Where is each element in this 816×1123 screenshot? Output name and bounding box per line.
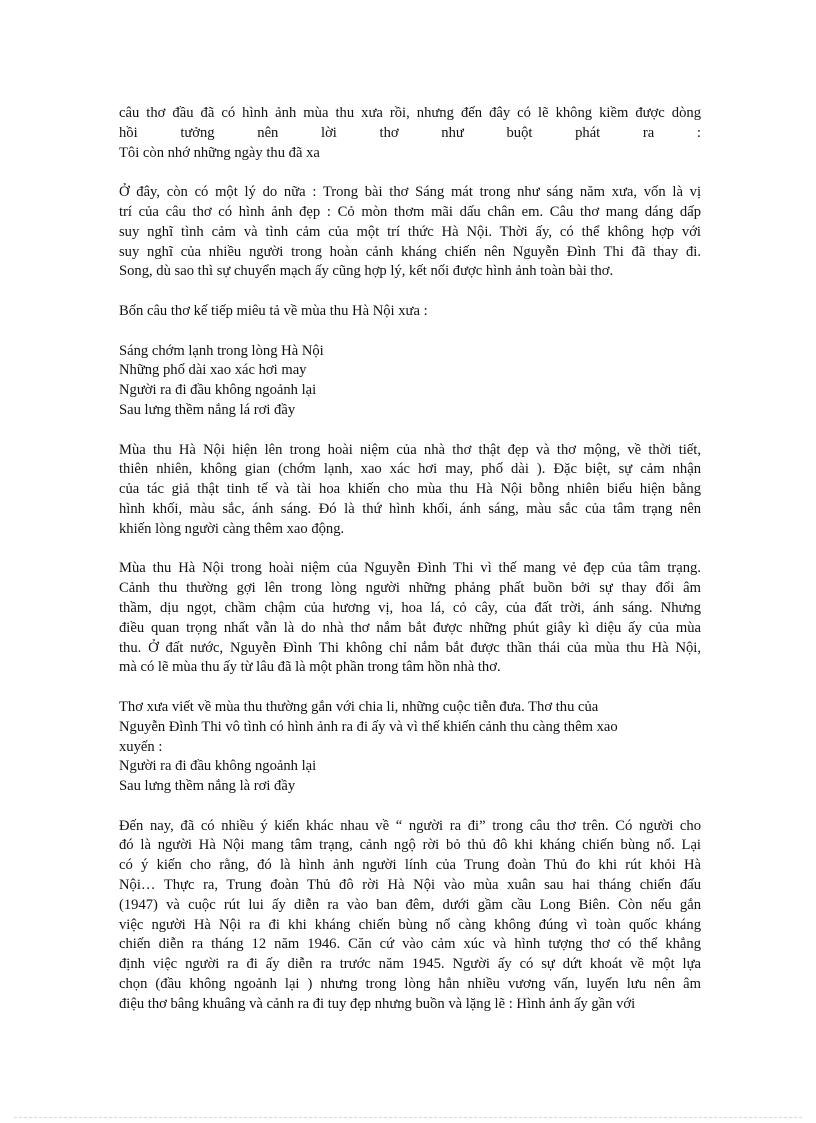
paragraph-7	[119, 698, 701, 797]
page-bottom-divider	[14, 1117, 802, 1118]
text-line: chiến diễn ra tháng 12 năm 1946. Căn cứ vào cảm xúc và hình tượng thơ có thể khẳng	[119, 936, 701, 953]
text-line: Ở đây, còn có một lý do nữa : Trong bài thơ Sáng mát trong như sáng năm xưa, vốn là vị	[119, 184, 701, 201]
text-line: khiến lòng người càng thêm xao động.	[119, 520, 345, 537]
text-line: câu thơ đầu đã có hình ảnh mùa thu xưa rồi, nhưng đến đây có lẽ không kiềm được dòng	[119, 105, 701, 121]
text-line: Thơ xưa viết về mùa thu thường gắn với chia li, những cuộc tiễn đưa. Thơ thu của	[119, 698, 599, 715]
poem-line: Sau lưng thềm nắng lá rơi đầy	[119, 401, 296, 418]
paragraph-2	[119, 183, 701, 282]
text-line: xuyến :	[119, 738, 163, 755]
text-line: Đến nay, đã có nhiều ý kiến khác nhau về “ người ra đi” trong câu thơ trên. Có người cho	[119, 817, 701, 834]
paragraph-8	[119, 817, 701, 1015]
text-line: mà có lẽ mùa thu ấy từ lâu đã là một phần trong tâm hồn nhà thơ.	[119, 659, 501, 676]
poem-line: Sau lưng thềm nắng là rơi đầy	[119, 778, 296, 795]
text-line: có ý kiến cho rằng, đó là hình ảnh người lính của Trung đoàn Thủ đo khi rút khỏi Hà	[119, 857, 701, 874]
text-line: suy nghĩ tình cảm và tình cảm của một trí thức Hà Nội. Thời ấy, có thể không hợp với	[119, 223, 701, 240]
text-line: đó là người Hà Nội mang tâm trạng, cảnh ngộ rời bỏ thủ đô khi kháng chiến bùng nổ. Lại	[119, 837, 701, 854]
text-line: định việc người ra đi ấy diễn ra trước năm 1945. Người ấy có sự dứt khoát về một lựa	[119, 956, 701, 973]
text-line: Bốn câu thơ kế tiếp miêu tả về mùa thu Hà Nội xưa :	[119, 302, 428, 319]
text-line: (1947) và cuộc rút lui ấy diễn ra vào ban đêm, dưới gầm cầu Long Biên. Còn nếu gắn	[119, 896, 701, 913]
text-line: Mùa thu Hà Nội trong hoài niệm của Nguyễn Đình Thi vì thế mang vẻ đẹp của tâm trạng.	[119, 560, 701, 577]
text-line: thu. Ở đất nước, Nguyễn Đình Thi không chỉ nắm bắt được thần thái của mùa thu Hà Nội,	[119, 639, 701, 656]
paragraph-5	[119, 441, 701, 540]
text-line: Cảnh thu thường gợi lên trong lòng người những phảng phất buồn bởi sự thay đổi âm	[119, 580, 701, 597]
poem-stanza	[119, 342, 701, 421]
text-line: Nguyễn Đình Thi vô tình có hình ảnh ra đi ấy và vì thế khiến cảnh thu càng thêm xao	[119, 718, 618, 735]
text-line: thiên nhiên, không gian (chớm lạnh, xao xác hơi may, phố dài ). Đặc biệt, sự cảm nhận	[119, 461, 701, 478]
text-line: suy nghĩ của nhiều người trong hoàn cảnh kháng chiến nên Nguyễn Đình Thi đã thay đi.	[119, 243, 701, 260]
paragraph-3	[119, 302, 701, 322]
paragraph-6	[119, 559, 701, 678]
text-line: chọn (đầu không ngoảnh lại ) nhưng trong lòng hẳn nhiều vương vấn, luyến lưu nên âm	[119, 976, 701, 993]
text-line: điều quan trọng nhất vẫn là do nhà thơ nắm bắt được những phút giây kì diệu ấy của mùa	[119, 619, 701, 636]
text-line: hình khối, màu sắc, ánh sáng. Đó là thứ hình khối, ánh sáng, màu sắc của tâm trạng nên	[119, 500, 701, 517]
text-line: trí của câu thơ có hình ảnh đẹp : Cỏ mòn thơm mãi dấu chân em. Câu thơ mang dáng dấp	[119, 203, 701, 220]
text-line: Mùa thu Hà Nội hiện lên trong hoài niệm của nhà thơ thật đẹp và thơ mộng, về thời tiết,	[119, 441, 701, 458]
text-line: Song, dù sao thì sự chuyển mạch ấy cũng hợp lý, kết nối được hình ảnh toàn bài thơ.	[119, 263, 614, 280]
poem-line: Những phố dài xao xác hơi may	[119, 362, 307, 379]
text-line: Tôi còn nhớ những ngày thu đã xa	[119, 144, 320, 161]
text-line: Nội… Thực ra, Trung đoàn Thủ đô rời Hà Nội vào mùa xuân sau hai tháng chiến đấu	[119, 877, 701, 894]
text-line: điệu thơ bâng khuâng và cảnh ra đi tuy đẹp nhưng buồn và lặng lẽ : Hình ảnh ấy gần với	[119, 995, 636, 1012]
text-line: của tác giả thật tinh tế và tài hoa khiến cho mùa thu Hà Nội bỗng nhiên biểu hiện bằng	[119, 481, 701, 498]
poem-line: Sáng chớm lạnh trong lòng Hà Nội	[119, 342, 324, 359]
paragraph-1	[119, 104, 701, 163]
poem-line: Người ra đi đầu không ngoảnh lại	[119, 758, 317, 775]
text-line: hồi tưởng nên lời thơ như buột phát ra :	[119, 124, 701, 141]
text-line: việc người Hà Nội ra đi khi kháng chiến bùng nổ càng không đúng vì toàn quốc kháng	[119, 916, 701, 933]
poem-line: Người ra đi đầu không ngoảnh lại	[119, 382, 317, 399]
text-line: thầm, dịu ngọt, chầm chậm của hương vị, hoa lá, cỏ cây, của đất trời, ánh sáng. Nhưng	[119, 599, 701, 616]
document-body	[119, 104, 701, 1034]
